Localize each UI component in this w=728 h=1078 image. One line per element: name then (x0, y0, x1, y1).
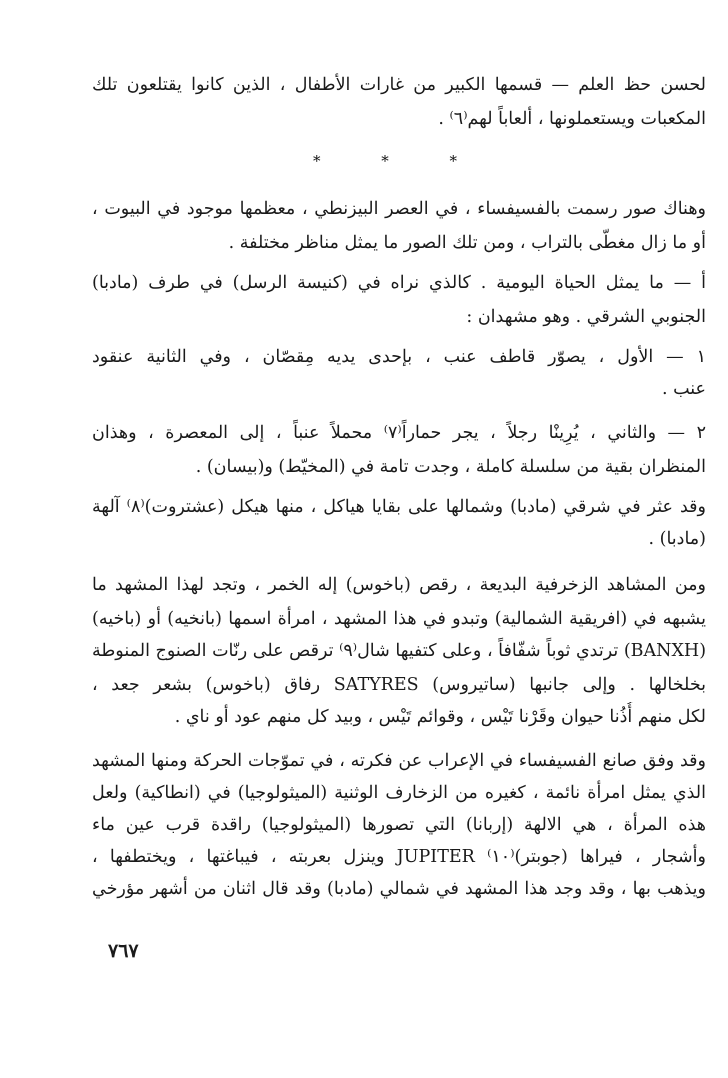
text-line: لكل منهم أُذُنا حيوان وقَرْنا تَيْس ، وقوائم تَيْس ، وبيد كل منهم عود أو ناي . (174, 707, 706, 727)
text-line: عنب . (661, 379, 706, 399)
text-line: (مادبا) . (648, 529, 706, 549)
text-line: ٢ — والثاني ، يُرِينْا رجلاً ، يجر حماراً⁽٧⁾ محملاً عنباً ، إلى المعصرة ، وهذان (92, 423, 706, 443)
text-line: هذه المرأة ، هي الالهة (إربانا) التي تصورها (الميثولوجيا) راقدة قرب عين ماء (92, 815, 706, 835)
text-line: وقد وفق صانع الفسيفساء في الإعراب عن فكرته ، في تموّجات الحركة ومنها المشهد (92, 751, 706, 771)
text-line: المنظران بقية من سلسلة كاملة ، وجدت تامة في (المخيّط) و(بيسان) . (195, 457, 706, 477)
page-number: ٧٦٧ (108, 940, 139, 962)
text-line: يشبهه في (افريقية الشمالية) وتبدو في هذا المشهد ، امرأة اسمها (بانخيه) أو (باخيه) (92, 609, 706, 629)
text-line: وقد عثر في شرقي (مادبا) وشمالها على بقايا هياكل ، منها هيكل (عشتروت)⁽٨⁾ آلهة (92, 497, 706, 517)
text-line: ويذهب بها ، وقد وجد هذا المشهد في شمالي (مادبا) وقد قال اثنان من أشهر مؤرخي (92, 879, 706, 899)
text-line: الجنوبي الشرقي . وهو مشهدان : (466, 307, 706, 327)
text-line: ١ — الأول ، يصوّر قاطف عنب ، بإحدى يديه مِقصّان ، وفي الثانية عنقود (92, 347, 706, 367)
section-separator: * * * (312, 152, 486, 170)
text-line: أو ما زال مغطّى بالتراب ، ومن تلك الصور ما يمثل مناظر مختلفة . (228, 233, 706, 253)
text-line: أ — ما يمثل الحياة اليومية . كالذي نراه في (كنيسة الرسل) في طرف (مادبا) (92, 273, 706, 293)
text-line: لحسن حظ العلم — قسمها الكبير من غارات الأطفال ، الذين كانوا يقتلعون تلك (92, 75, 706, 95)
document-page (92, 62, 706, 1078)
text-line: (BANXH) ترتدي ثوباً شفّافاً ، وعلى كتفيها شال⁽٩⁾ ترقص على رنّات الصنوج المنوطة (92, 641, 706, 661)
text-line: ومن المشاهد الزخرفية البديعة ، رقص (باخوس) إله الخمر ، وتجد لهذا المشهد ما (92, 575, 706, 595)
text-line: وهناك صور رسمت بالفسيفساء ، في العصر البيزنطي ، معظمها موجود في البيوت ، (92, 199, 706, 219)
text-line: الذي يمثل امرأة نائمة ، كغيره من الزخارف الوثنية (الميثولوجيا) في (انطاكية) ولعل (92, 783, 706, 803)
text-line: وأشجار ، فيراها (جوبتر)⁽١٠⁾ JUPITER وينزل بعربته ، فيباغتها ، ويختطفها ، (92, 847, 706, 867)
text-line: بخلخالها . وإلى جانبها (ساتيروس) SATYRES رفاق (باخوس) بشعر جعد ، (92, 675, 706, 695)
text-line: المكعبات ويستعملونها ، ألعاباً لهم⁽٦⁾ . (438, 109, 706, 129)
